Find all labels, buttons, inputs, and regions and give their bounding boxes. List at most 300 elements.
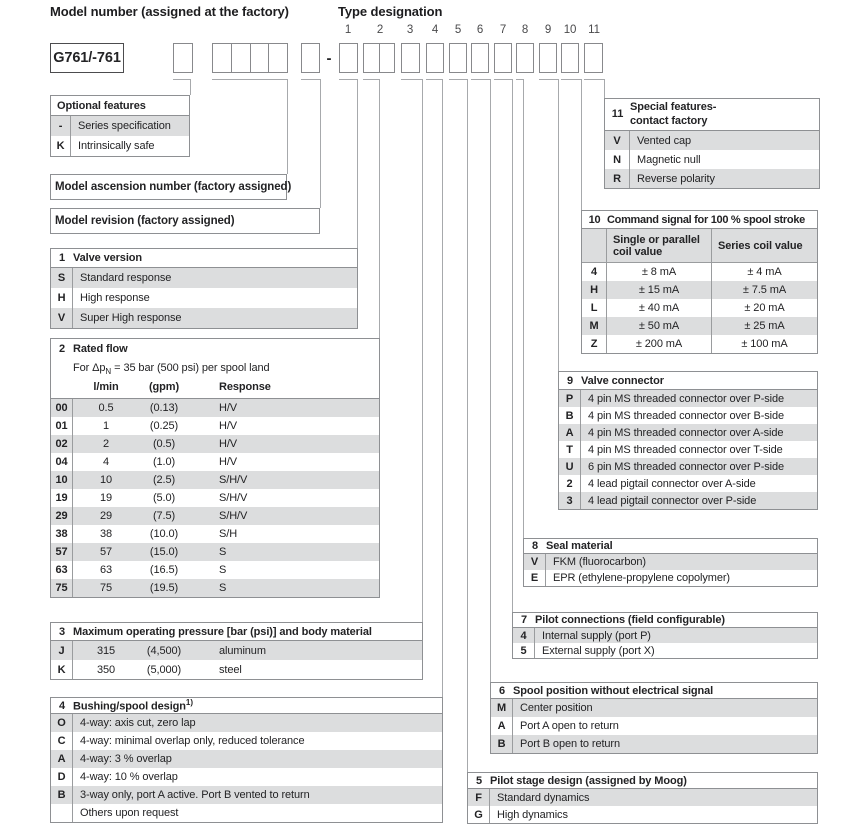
table-row <box>559 390 817 407</box>
row-label: Reverse polarity <box>637 172 715 185</box>
code-key: V <box>524 554 546 570</box>
table-row <box>559 424 817 441</box>
table-row <box>468 806 817 823</box>
connector-line <box>173 79 191 80</box>
code-key: 29 <box>51 507 73 525</box>
table-6-spool-position <box>490 682 818 754</box>
row-label: Standard response <box>80 272 172 284</box>
connector-line <box>561 79 582 80</box>
row-label: 4 pin MS threaded connector over T-side <box>588 443 783 456</box>
flow-value: 75 <box>99 582 113 594</box>
flow-value: 2 <box>102 438 110 450</box>
type-box-6 <box>471 43 489 73</box>
code-key <box>51 804 73 822</box>
gpm-value: (7.5) <box>152 510 176 522</box>
row-label: 4-way: minimal overlap only, reduced tolerance <box>80 735 305 747</box>
position-number-10: 10 <box>563 24 577 36</box>
row-label: Intrinsically safe <box>78 140 155 152</box>
bar-value: 315 <box>96 644 116 657</box>
table-5-pilot-stage <box>467 772 818 824</box>
optional-features-box <box>173 43 193 73</box>
connector-line <box>494 79 513 80</box>
table-row <box>582 281 817 299</box>
table-header <box>51 698 442 714</box>
gpm-value: (5.0) <box>152 492 176 504</box>
revision-label: Model revision (factory assigned) <box>50 208 320 234</box>
table-row <box>491 735 817 753</box>
row-label: 4 lead pigtail connector over P-side <box>588 494 757 507</box>
gpm-value: (0.5) <box>152 438 176 450</box>
table-title: Valve version <box>73 252 143 264</box>
position-number-11: 11 <box>588 24 600 36</box>
table-row <box>51 714 442 732</box>
code-key: N <box>605 150 630 169</box>
table-title: Command signal for 100 % spool stroke <box>607 213 805 226</box>
column-headers <box>51 381 379 393</box>
table-row <box>51 732 442 750</box>
table-row <box>491 717 817 735</box>
table-subtitle <box>73 362 270 376</box>
response-value: S/H/V <box>219 510 248 522</box>
code-key: 63 <box>51 561 73 579</box>
gpm-value: (19.5) <box>149 582 179 594</box>
response-value: H/V <box>219 438 238 450</box>
connector-line <box>426 79 443 80</box>
code-key: K <box>51 136 71 156</box>
table-row <box>491 699 817 717</box>
connector-line <box>363 79 380 80</box>
code-cell <box>213 44 232 72</box>
table-10-command-signal <box>581 210 818 354</box>
code-key: E <box>524 570 546 586</box>
title-line-2: contact factory <box>630 114 708 127</box>
code-key: 19 <box>51 489 73 507</box>
flow-value: 0.5 <box>98 402 114 414</box>
type-box-7 <box>494 43 512 73</box>
title-text: Bushing/spool design <box>73 700 186 713</box>
code-key: 04 <box>51 453 73 471</box>
flow-value: 57 <box>99 546 113 558</box>
connector-line <box>422 79 423 622</box>
table-row <box>51 435 379 453</box>
table-header <box>51 249 357 268</box>
row-label: Series specification <box>78 120 171 132</box>
position-number-9: 9 <box>544 24 552 36</box>
table-header <box>51 339 379 399</box>
table-row <box>51 116 189 136</box>
type-box-5 <box>449 43 467 73</box>
table-title: Seal material <box>546 540 613 552</box>
code-key: C <box>51 732 73 750</box>
table-row <box>51 268 357 288</box>
type-box-1 <box>339 43 358 73</box>
connector-line <box>357 79 358 248</box>
signal-value: ± 25 mA <box>711 317 817 335</box>
code-key: 75 <box>51 579 73 597</box>
table-number: 5 <box>475 774 483 787</box>
row-label: 4-way: axis cut, zero lap <box>80 717 196 729</box>
response-value: S <box>219 546 227 558</box>
connector-line <box>320 79 321 208</box>
subtitle-subscript: N <box>105 367 112 377</box>
table-number: 7 <box>520 614 528 626</box>
code-cell <box>380 44 395 72</box>
table-number: 11 <box>611 107 624 120</box>
flow-value: 10 <box>99 474 113 486</box>
code-key: 10 <box>51 471 73 489</box>
table-row <box>51 471 379 489</box>
position-number-8: 8 <box>521 24 529 36</box>
row-label: High response <box>80 292 150 304</box>
table-title: Valve connector <box>581 374 664 387</box>
type-box-4 <box>426 43 444 73</box>
connector-line <box>442 79 443 697</box>
table-row <box>559 407 817 424</box>
position-number-4: 4 <box>431 24 439 36</box>
table-title: Optional features <box>51 96 189 116</box>
code-key: 4 <box>582 263 607 281</box>
type-box-3 <box>401 43 420 73</box>
gpm-value: (16.5) <box>149 564 179 576</box>
connector-line <box>490 79 491 682</box>
table-row <box>51 507 379 525</box>
row-label: EPR (ethylene-propylene copolymer) <box>553 572 730 584</box>
code-key: 02 <box>51 435 73 453</box>
response-value: H/V <box>219 456 238 468</box>
row-label: Super High response <box>80 312 182 324</box>
type-box-10 <box>561 43 579 73</box>
row-label: 4-way: 10 % overlap <box>80 771 178 783</box>
table-header <box>513 613 817 628</box>
table-row <box>51 804 442 822</box>
code-key: B <box>559 407 581 424</box>
code-key: K <box>51 660 73 679</box>
table-header <box>582 211 817 229</box>
title-superscript: 1) <box>185 698 194 708</box>
table-row <box>51 750 442 768</box>
table-number: 4 <box>58 699 66 712</box>
code-key: U <box>559 458 581 475</box>
table-row <box>51 543 379 561</box>
connector-line <box>301 79 321 80</box>
connector-line <box>379 79 380 338</box>
signal-value: ± 4 mA <box>711 263 817 281</box>
table-header <box>51 623 422 641</box>
table-2-rated-flow <box>50 338 380 598</box>
code-key: 3 <box>559 492 581 509</box>
flow-value: 63 <box>99 564 113 576</box>
row-label: 4 pin MS threaded connector over B-side <box>588 409 785 422</box>
code-key: H <box>51 288 73 308</box>
table-8-seal-material <box>523 538 818 587</box>
signal-value: ± 100 mA <box>711 335 817 353</box>
type-designation-title: Type designation <box>338 4 443 19</box>
signal-value: ± 200 mA <box>635 338 683 350</box>
revision-box <box>301 43 320 73</box>
table-title: Pilot connections (field configurable) <box>535 614 725 626</box>
row-label: Port B open to return <box>520 738 621 750</box>
code-key: R <box>605 169 630 188</box>
table-header <box>491 683 817 699</box>
table-row <box>51 579 379 597</box>
code-key: F <box>468 789 490 806</box>
flow-value: 4 <box>102 456 110 468</box>
table-row <box>605 169 819 188</box>
optional-features-table <box>50 95 190 157</box>
table-row <box>559 458 817 475</box>
table-row <box>582 299 817 317</box>
position-number-5: 5 <box>454 24 462 36</box>
code-key: Z <box>582 335 607 353</box>
column-header-single-parallel: Single or parallel coil value <box>613 233 700 258</box>
code-cell <box>364 44 380 72</box>
table-row <box>51 561 379 579</box>
row-label: FKM (fluorocarbon) <box>553 556 646 568</box>
response-value: S/H <box>219 528 238 540</box>
connector-line <box>523 79 524 538</box>
code-cell <box>251 44 270 72</box>
table-row <box>524 554 817 570</box>
type-box-11 <box>584 43 603 73</box>
empty-key-cell <box>582 229 607 262</box>
column-header-series: Series coil value <box>711 229 817 262</box>
row-label: External supply (port X) <box>542 644 655 657</box>
code-key: M <box>582 317 607 335</box>
table-row <box>51 660 422 679</box>
response-value: H/V <box>219 402 238 414</box>
code-key: 2 <box>559 475 581 492</box>
table-number: 6 <box>498 684 506 697</box>
table-number: 10 <box>588 213 601 226</box>
code-key: 38 <box>51 525 73 543</box>
table-title: Pilot stage design (assigned by Moog) <box>490 774 687 787</box>
code-key: 5 <box>513 643 535 658</box>
code-key: 57 <box>51 543 73 561</box>
column-header-row <box>582 229 817 263</box>
code-key: V <box>51 308 73 328</box>
code-key: P <box>559 390 581 407</box>
table-9-valve-connector <box>558 371 818 510</box>
subtitle-text: For Δp <box>73 362 106 374</box>
signal-value: ± 50 mA <box>638 320 680 332</box>
code-key: O <box>51 714 73 732</box>
table-row <box>51 786 442 804</box>
row-label: Port A open to return <box>520 720 619 732</box>
connector-line <box>467 79 468 772</box>
row-label: Standard dynamics <box>497 791 590 804</box>
table-row <box>51 525 379 543</box>
position-number-2: 2 <box>376 24 384 36</box>
table-row <box>51 308 357 328</box>
ascension-number-boxes <box>212 43 288 73</box>
connector-line <box>212 79 288 80</box>
row-label: 4 pin MS threaded connector over A-side <box>588 426 784 439</box>
ascension-label: Model ascension number (factory assigned) <box>50 174 287 200</box>
table-row <box>605 150 819 169</box>
gpm-value: (1.0) <box>152 456 176 468</box>
table-11-special-features <box>604 98 820 189</box>
table-row <box>51 399 379 417</box>
gpm-value: (0.25) <box>149 420 179 432</box>
connector-line <box>339 79 358 80</box>
connector-line <box>604 79 605 98</box>
type-box-9 <box>539 43 557 73</box>
connector-line <box>512 79 513 612</box>
table-7-pilot-connections <box>512 612 818 659</box>
row-label: High dynamics <box>497 808 568 821</box>
table-row <box>559 441 817 458</box>
signal-value: ± 8 mA <box>641 266 677 278</box>
connector-line <box>581 79 582 210</box>
table-row <box>605 131 819 150</box>
connector-line <box>558 79 559 371</box>
table-title: Maximum operating pressure [bar (psi)] and body material <box>73 625 372 638</box>
response-value: S <box>219 564 227 576</box>
bar-value: 350 <box>96 663 116 676</box>
type-box-8 <box>516 43 534 73</box>
connector-line <box>287 79 288 174</box>
model-number-title: Model number (assigned at the factory) <box>50 4 289 19</box>
flow-value: 29 <box>99 510 113 522</box>
table-number: 2 <box>58 343 66 355</box>
psi-value: (4,500) <box>146 644 182 657</box>
code-key: A <box>491 717 513 735</box>
code-cell <box>269 44 287 72</box>
table-row <box>51 417 379 435</box>
code-key: H <box>582 281 607 299</box>
separator-dash: - <box>326 49 332 67</box>
code-key: S <box>51 268 73 288</box>
column-header-gpm: (gpm) <box>148 381 180 393</box>
code-key: A <box>559 424 581 441</box>
table-number: 1 <box>58 252 66 264</box>
code-key: V <box>605 131 630 150</box>
response-value: S/H/V <box>219 492 248 504</box>
material-value: steel <box>219 663 242 676</box>
gpm-value: (15.0) <box>149 546 179 558</box>
row-label: Center position <box>520 702 593 714</box>
table-title: Rated flow <box>73 343 128 355</box>
gpm-value: (2.5) <box>152 474 176 486</box>
table-row <box>582 317 817 335</box>
gpm-value: (10.0) <box>149 528 179 540</box>
row-label: Magnetic null <box>637 153 701 166</box>
connector-line <box>539 79 559 80</box>
flow-value: 38 <box>99 528 113 540</box>
table-header <box>524 539 817 554</box>
table-title <box>73 698 193 713</box>
response-value: S <box>219 582 227 594</box>
code-key: D <box>51 768 73 786</box>
connector-line <box>584 79 605 80</box>
table-header <box>559 372 817 390</box>
position-number-6: 6 <box>476 24 484 36</box>
table-header <box>468 773 817 789</box>
row-label: Internal supply (port P) <box>542 629 651 642</box>
row-label: Others upon request <box>80 807 179 819</box>
code-key: B <box>491 735 513 753</box>
row-label: Vented cap <box>637 134 692 147</box>
signal-value: ± 7.5 mA <box>711 281 817 299</box>
connector-line <box>471 79 491 80</box>
subtitle-text: = 35 bar (500 psi) per spool land <box>111 362 270 374</box>
position-number-1: 1 <box>344 24 352 36</box>
table-row <box>513 628 817 643</box>
response-value: S/H/V <box>219 474 248 486</box>
table-number: 8 <box>531 540 539 552</box>
table-number: 9 <box>566 374 574 387</box>
code-key: A <box>51 750 73 768</box>
material-value: aluminum <box>219 644 266 657</box>
code-key: T <box>559 441 581 458</box>
table-row <box>559 492 817 509</box>
table-row <box>513 643 817 658</box>
table-row <box>51 489 379 507</box>
table-header <box>605 99 819 131</box>
signal-value: ± 15 mA <box>638 284 680 296</box>
model-series-label: G761/-761 <box>50 43 124 73</box>
code-key: 00 <box>51 399 73 417</box>
table-1-valve-version <box>50 248 358 329</box>
signal-value: ± 20 mA <box>711 299 817 317</box>
flow-value: 1 <box>102 420 110 432</box>
connector-line <box>401 79 423 80</box>
row-label: 4 pin MS threaded connector over P-side <box>588 392 785 405</box>
signal-value: ± 40 mA <box>638 302 680 314</box>
connector-line <box>449 79 468 80</box>
table-3-max-pressure <box>50 622 423 680</box>
table-row <box>468 789 817 806</box>
table-row <box>582 335 817 353</box>
column-header-flow: l/min <box>93 381 119 393</box>
code-key: L <box>582 299 607 317</box>
code-key: M <box>491 699 513 717</box>
code-key: - <box>51 116 71 136</box>
table-4-bushing-spool <box>50 697 443 823</box>
row-label: 4 lead pigtail connector over A-side <box>588 477 756 490</box>
flow-value: 19 <box>99 492 113 504</box>
code-key: 01 <box>51 417 73 435</box>
code-key: 4 <box>513 628 535 643</box>
title-line-1: Special features- <box>630 100 717 113</box>
code-key: J <box>51 641 73 660</box>
table-row <box>582 263 817 281</box>
connector-line <box>190 79 191 95</box>
row-label: 6 pin MS threaded connector over P-side <box>588 460 785 473</box>
type-box-2 <box>363 43 395 73</box>
row-label: 3-way only, port A active. Port B vented to return <box>80 789 310 801</box>
table-row <box>559 475 817 492</box>
table-row <box>51 641 422 660</box>
column-header-response: Response <box>219 381 271 393</box>
table-row <box>51 453 379 471</box>
code-key: B <box>51 786 73 804</box>
table-row <box>51 136 189 156</box>
table-number: 3 <box>58 625 66 638</box>
table-row <box>51 768 442 786</box>
table-title: Spool position without electrical signal <box>513 684 714 697</box>
row-label: 4-way: 3 % overlap <box>80 753 172 765</box>
response-value: H/V <box>219 420 238 432</box>
position-number-7: 7 <box>499 24 507 36</box>
table-title-row <box>51 343 128 355</box>
table-title <box>630 101 716 129</box>
psi-value: (5,000) <box>146 663 182 676</box>
table-row <box>51 288 357 308</box>
code-key: G <box>468 806 490 823</box>
code-cell <box>232 44 251 72</box>
position-number-3: 3 <box>406 24 414 36</box>
